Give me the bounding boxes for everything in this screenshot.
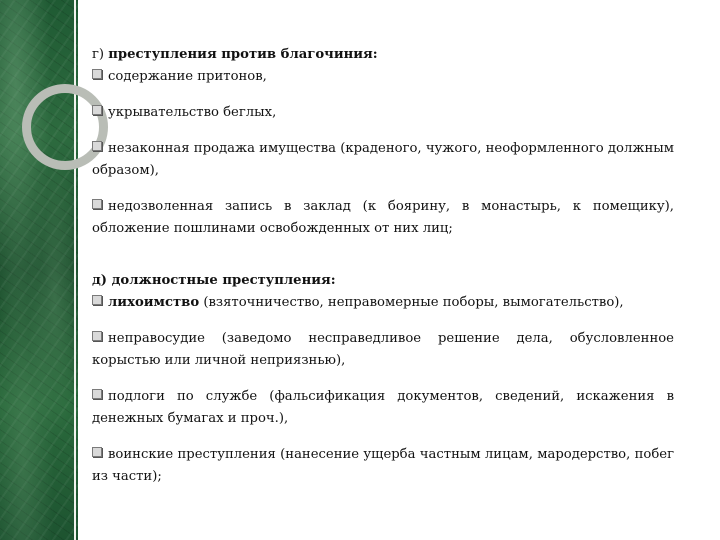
section-g-prefix: г)	[92, 47, 105, 62]
bullet-icon	[92, 295, 102, 305]
sidebar-divider-line	[74, 0, 76, 540]
list-item: подлоги по службе (фальсификация документов, сведений, искажения в денежных бумагах и проч.),	[92, 389, 674, 426]
marble-sidebar	[0, 0, 78, 540]
list-item: содержание притонов,	[92, 66, 674, 88]
bullet-icon	[92, 389, 102, 399]
bullet-icon	[92, 447, 102, 457]
list-item: незаконная продажа имущества (краденого, чужого, неоформленного должным образом),	[92, 141, 674, 178]
bullet-icon	[92, 141, 102, 151]
slide-content	[92, 44, 674, 488]
list-item: укрывательство беглых,	[92, 102, 674, 124]
bullet-icon	[92, 199, 102, 209]
list-item: воинские преступления (нанесение ущерба частным лицам, мародерство, побег из части);	[92, 447, 674, 484]
bullet-icon	[92, 331, 102, 341]
list-item: недозволенная запись в заклад (к боярину, в монастырь, к помещику), обложение пошлинами освобожденных от них лиц;	[92, 199, 674, 236]
bullet-icon	[92, 69, 102, 79]
section-g-heading	[92, 44, 674, 66]
list-item: лихоимство (взяточничество, неправомерные поборы, вымогательство),	[92, 292, 674, 314]
section-g-title: преступления против благочиния:	[108, 47, 378, 62]
bullet-icon	[92, 105, 102, 115]
list-item: неправосудие (заведомо несправедливое решение дела, обусловленное корыстью или личной неприязнью),	[92, 331, 674, 368]
section-d-heading: д) должностные преступления:	[92, 273, 336, 288]
